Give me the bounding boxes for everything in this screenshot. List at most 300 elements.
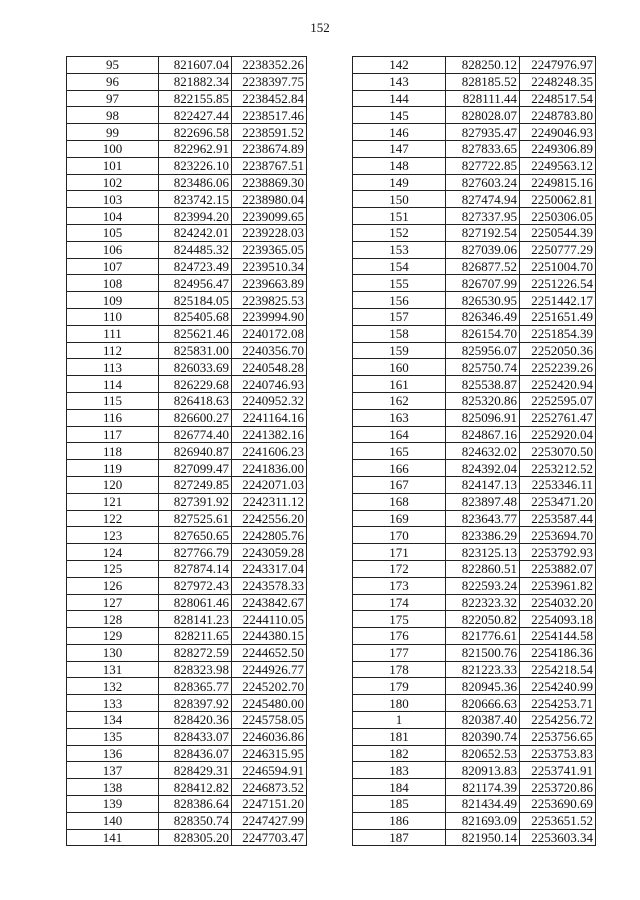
- x-coordinate-cell: 825184.05: [159, 292, 232, 309]
- point-number-cell: 100: [67, 140, 159, 157]
- point-number-cell: 172: [353, 560, 446, 577]
- point-number-cell: 108: [67, 275, 159, 292]
- x-coordinate-cell: 828397.92: [159, 695, 232, 712]
- y-coordinate-cell: 2252761.47: [520, 409, 596, 426]
- table-row: [67, 678, 307, 695]
- table-row: [353, 107, 596, 124]
- x-coordinate-cell: 827391.92: [159, 493, 232, 510]
- y-coordinate-cell: 2253741.91: [520, 762, 596, 779]
- point-number-cell: 104: [67, 208, 159, 225]
- x-coordinate-cell: 828436.07: [159, 745, 232, 762]
- x-coordinate-cell: 827650.65: [159, 527, 232, 544]
- y-coordinate-cell: 2241606.23: [232, 443, 307, 460]
- point-number-cell: 175: [353, 611, 446, 628]
- point-number-cell: 117: [67, 426, 159, 443]
- table-row: [67, 208, 307, 225]
- x-coordinate-cell: 827972.43: [159, 577, 232, 594]
- point-number-cell: 112: [67, 342, 159, 359]
- point-number-cell: 153: [353, 241, 446, 258]
- x-coordinate-cell: 828365.77: [159, 678, 232, 695]
- y-coordinate-cell: 2243317.04: [232, 560, 307, 577]
- x-coordinate-cell: 824392.04: [446, 460, 520, 477]
- y-coordinate-cell: 2254032.20: [520, 594, 596, 611]
- x-coordinate-cell: 828141.23: [159, 611, 232, 628]
- table-row: [353, 728, 596, 745]
- point-number-cell: 144: [353, 90, 446, 107]
- x-coordinate-cell: 822860.51: [446, 560, 520, 577]
- table-row: [67, 745, 307, 762]
- y-coordinate-cell: 2253651.52: [520, 812, 596, 829]
- table-row: [353, 208, 596, 225]
- point-number-cell: 173: [353, 577, 446, 594]
- point-number-cell: 155: [353, 275, 446, 292]
- point-number-cell: 115: [67, 392, 159, 409]
- point-number-cell: 121: [67, 493, 159, 510]
- table-row: [67, 124, 307, 141]
- y-coordinate-cell: 2238767.51: [232, 157, 307, 174]
- y-coordinate-cell: 2240952.32: [232, 392, 307, 409]
- x-coordinate-cell: 822050.82: [446, 611, 520, 628]
- table-row: [353, 510, 596, 527]
- point-number-cell: 126: [67, 577, 159, 594]
- y-coordinate-cell: 2249306.89: [520, 140, 596, 157]
- x-coordinate-cell: 820390.74: [446, 728, 520, 745]
- x-coordinate-cell: 828250.12: [446, 57, 520, 74]
- y-coordinate-cell: 2238591.52: [232, 124, 307, 141]
- point-number-cell: 165: [353, 443, 446, 460]
- table-row: [67, 594, 307, 611]
- x-coordinate-cell: 824632.02: [446, 443, 520, 460]
- y-coordinate-cell: 2253070.50: [520, 443, 596, 460]
- point-number-cell: 174: [353, 594, 446, 611]
- table-row: [67, 275, 307, 292]
- y-coordinate-cell: 2247976.97: [520, 57, 596, 74]
- table-row: [353, 544, 596, 561]
- point-number-cell: 168: [353, 493, 446, 510]
- point-number-cell: 95: [67, 57, 159, 74]
- table-row: [353, 376, 596, 393]
- y-coordinate-cell: 2253792.93: [520, 544, 596, 561]
- table-row: [353, 762, 596, 779]
- point-number-cell: 131: [67, 661, 159, 678]
- x-coordinate-cell: 827192.54: [446, 224, 520, 241]
- table-row: [67, 560, 307, 577]
- point-number-cell: 152: [353, 224, 446, 241]
- point-number-cell: 130: [67, 644, 159, 661]
- point-number-cell: 116: [67, 409, 159, 426]
- point-number-cell: 102: [67, 174, 159, 191]
- y-coordinate-cell: 2239365.05: [232, 241, 307, 258]
- y-coordinate-cell: 2242805.76: [232, 527, 307, 544]
- table-row: [67, 359, 307, 376]
- x-coordinate-cell: 820913.83: [446, 762, 520, 779]
- table-row: [353, 628, 596, 645]
- y-coordinate-cell: 2254253.71: [520, 695, 596, 712]
- point-number-cell: 135: [67, 728, 159, 745]
- x-coordinate-cell: 822427.44: [159, 107, 232, 124]
- y-coordinate-cell: 2246315.95: [232, 745, 307, 762]
- x-coordinate-cell: 826774.40: [159, 426, 232, 443]
- table-row: [67, 140, 307, 157]
- x-coordinate-cell: 825096.91: [446, 409, 520, 426]
- point-number-cell: 169: [353, 510, 446, 527]
- y-coordinate-cell: 2238452.84: [232, 90, 307, 107]
- x-coordinate-cell: 827337.95: [446, 208, 520, 225]
- y-coordinate-cell: 2251226.54: [520, 275, 596, 292]
- x-coordinate-cell: 826940.87: [159, 443, 232, 460]
- x-coordinate-cell: 824723.49: [159, 258, 232, 275]
- table-row: [67, 426, 307, 443]
- x-coordinate-cell: 822323.32: [446, 594, 520, 611]
- y-coordinate-cell: 2252420.94: [520, 376, 596, 393]
- y-coordinate-cell: 2253882.07: [520, 560, 596, 577]
- x-coordinate-cell: 821607.04: [159, 57, 232, 74]
- y-coordinate-cell: 2252920.04: [520, 426, 596, 443]
- y-coordinate-cell: 2240172.08: [232, 325, 307, 342]
- x-coordinate-cell: 826346.49: [446, 308, 520, 325]
- point-number-cell: 119: [67, 460, 159, 477]
- point-number-cell: 176: [353, 628, 446, 645]
- point-number-cell: 141: [67, 829, 159, 846]
- x-coordinate-cell: 825956.07: [446, 342, 520, 359]
- x-coordinate-cell: 828211.65: [159, 628, 232, 645]
- table-row: [353, 191, 596, 208]
- table-row: [353, 426, 596, 443]
- x-coordinate-cell: 826418.63: [159, 392, 232, 409]
- table-row: [67, 443, 307, 460]
- x-coordinate-cell: 827935.47: [446, 124, 520, 141]
- x-coordinate-cell: 828350.74: [159, 812, 232, 829]
- point-number-cell: 137: [67, 762, 159, 779]
- y-coordinate-cell: 2253471.20: [520, 493, 596, 510]
- table-row: [67, 157, 307, 174]
- y-coordinate-cell: 2250544.39: [520, 224, 596, 241]
- point-number-cell: 186: [353, 812, 446, 829]
- y-coordinate-cell: 2238517.46: [232, 107, 307, 124]
- table-row: [67, 628, 307, 645]
- table-row: [353, 796, 596, 813]
- y-coordinate-cell: 2252595.07: [520, 392, 596, 409]
- table-row: [353, 392, 596, 409]
- y-coordinate-cell: 2253690.69: [520, 796, 596, 813]
- y-coordinate-cell: 2238397.75: [232, 73, 307, 90]
- y-coordinate-cell: 2253587.44: [520, 510, 596, 527]
- point-number-cell: 109: [67, 292, 159, 309]
- x-coordinate-cell: 824147.13: [446, 476, 520, 493]
- point-number-cell: 181: [353, 728, 446, 745]
- point-number-cell: 157: [353, 308, 446, 325]
- table-row: [353, 241, 596, 258]
- x-coordinate-cell: 820652.53: [446, 745, 520, 762]
- x-coordinate-cell: 825831.00: [159, 342, 232, 359]
- y-coordinate-cell: 2253212.52: [520, 460, 596, 477]
- table-row: [67, 409, 307, 426]
- x-coordinate-cell: 822962.91: [159, 140, 232, 157]
- table-row: [353, 57, 596, 74]
- x-coordinate-cell: 823994.20: [159, 208, 232, 225]
- table-row: [353, 812, 596, 829]
- point-number-cell: 170: [353, 527, 446, 544]
- point-number-cell: 187: [353, 829, 446, 846]
- point-number-cell: 161: [353, 376, 446, 393]
- y-coordinate-cell: 2253753.83: [520, 745, 596, 762]
- table-row: [353, 443, 596, 460]
- point-number-cell: 111: [67, 325, 159, 342]
- table-row: [353, 560, 596, 577]
- table-row: [67, 476, 307, 493]
- x-coordinate-cell: 825538.87: [446, 376, 520, 393]
- y-coordinate-cell: 2252239.26: [520, 359, 596, 376]
- y-coordinate-cell: 2245202.70: [232, 678, 307, 695]
- table-row: [353, 292, 596, 309]
- x-coordinate-cell: 821174.39: [446, 779, 520, 796]
- point-number-cell: 163: [353, 409, 446, 426]
- table-row: [353, 745, 596, 762]
- x-coordinate-cell: 821500.76: [446, 644, 520, 661]
- table-row: [353, 90, 596, 107]
- point-number-cell: 105: [67, 224, 159, 241]
- x-coordinate-cell: 826600.27: [159, 409, 232, 426]
- y-coordinate-cell: 2244110.05: [232, 611, 307, 628]
- x-coordinate-cell: 825405.68: [159, 308, 232, 325]
- table-row: [67, 292, 307, 309]
- y-coordinate-cell: 2242071.03: [232, 476, 307, 493]
- table-row: [67, 762, 307, 779]
- y-coordinate-cell: 2238980.04: [232, 191, 307, 208]
- y-coordinate-cell: 2239663.89: [232, 275, 307, 292]
- point-number-cell: 113: [67, 359, 159, 376]
- y-coordinate-cell: 2252050.36: [520, 342, 596, 359]
- x-coordinate-cell: 827525.61: [159, 510, 232, 527]
- point-number-cell: 114: [67, 376, 159, 393]
- x-coordinate-cell: 825621.46: [159, 325, 232, 342]
- y-coordinate-cell: 2251442.17: [520, 292, 596, 309]
- point-number-cell: 166: [353, 460, 446, 477]
- y-coordinate-cell: 2254256.72: [520, 712, 596, 729]
- x-coordinate-cell: 821223.33: [446, 661, 520, 678]
- table-row: [67, 308, 307, 325]
- page-number: 152: [310, 20, 330, 35]
- y-coordinate-cell: 2242556.20: [232, 510, 307, 527]
- point-number-cell: 164: [353, 426, 446, 443]
- point-number-cell: 97: [67, 90, 159, 107]
- y-coordinate-cell: 2242311.12: [232, 493, 307, 510]
- table-row: [67, 695, 307, 712]
- table-row: [67, 644, 307, 661]
- x-coordinate-cell: 828433.07: [159, 728, 232, 745]
- x-coordinate-cell: 821693.09: [446, 812, 520, 829]
- table-row: [353, 695, 596, 712]
- x-coordinate-cell: 828272.59: [159, 644, 232, 661]
- point-number-cell: 125: [67, 560, 159, 577]
- point-number-cell: 107: [67, 258, 159, 275]
- x-coordinate-cell: 820945.36: [446, 678, 520, 695]
- table-row: [67, 107, 307, 124]
- point-number-cell: 151: [353, 208, 446, 225]
- table-row: [353, 527, 596, 544]
- y-coordinate-cell: 2244926.77: [232, 661, 307, 678]
- table-row: [67, 241, 307, 258]
- x-coordinate-cell: 826229.68: [159, 376, 232, 393]
- point-number-cell: 133: [67, 695, 159, 712]
- x-coordinate-cell: 821776.61: [446, 628, 520, 645]
- table-row: [353, 712, 596, 729]
- table-row: [67, 510, 307, 527]
- table-row: [67, 493, 307, 510]
- point-number-cell: 110: [67, 308, 159, 325]
- table-row: [67, 728, 307, 745]
- y-coordinate-cell: 2247151.20: [232, 796, 307, 813]
- table-row: [353, 594, 596, 611]
- y-coordinate-cell: 2247427.99: [232, 812, 307, 829]
- x-coordinate-cell: 828323.98: [159, 661, 232, 678]
- x-coordinate-cell: 822696.58: [159, 124, 232, 141]
- point-number-cell: 99: [67, 124, 159, 141]
- point-number-cell: 147: [353, 140, 446, 157]
- table-row: [353, 325, 596, 342]
- table-row: [353, 829, 596, 846]
- point-number-cell: 150: [353, 191, 446, 208]
- table-row: [67, 712, 307, 729]
- table-row: [67, 392, 307, 409]
- table-row: [67, 661, 307, 678]
- table-row: [67, 73, 307, 90]
- y-coordinate-cell: 2249815.16: [520, 174, 596, 191]
- point-number-cell: 178: [353, 661, 446, 678]
- y-coordinate-cell: 2243059.28: [232, 544, 307, 561]
- y-coordinate-cell: 2239510.34: [232, 258, 307, 275]
- point-number-cell: 136: [67, 745, 159, 762]
- point-number-cell: 149: [353, 174, 446, 191]
- x-coordinate-cell: 822155.85: [159, 90, 232, 107]
- coordinates-table-left: [66, 56, 307, 846]
- y-coordinate-cell: 2245758.05: [232, 712, 307, 729]
- point-number-cell: 106: [67, 241, 159, 258]
- point-number-cell: 160: [353, 359, 446, 376]
- table-row: [353, 275, 596, 292]
- y-coordinate-cell: 2248783.80: [520, 107, 596, 124]
- y-coordinate-cell: 2253603.34: [520, 829, 596, 846]
- x-coordinate-cell: 826154.70: [446, 325, 520, 342]
- y-coordinate-cell: 2240548.28: [232, 359, 307, 376]
- x-coordinate-cell: 826877.52: [446, 258, 520, 275]
- x-coordinate-cell: 824867.16: [446, 426, 520, 443]
- x-coordinate-cell: 823386.29: [446, 527, 520, 544]
- x-coordinate-cell: 821434.49: [446, 796, 520, 813]
- y-coordinate-cell: 2241382.16: [232, 426, 307, 443]
- point-number-cell: 145: [353, 107, 446, 124]
- x-coordinate-cell: 823226.10: [159, 157, 232, 174]
- table-row: [353, 476, 596, 493]
- y-coordinate-cell: 2253720.86: [520, 779, 596, 796]
- table-row: [353, 174, 596, 191]
- x-coordinate-cell: 827874.14: [159, 560, 232, 577]
- y-coordinate-cell: 2240746.93: [232, 376, 307, 393]
- table-row: [353, 409, 596, 426]
- x-coordinate-cell: 827099.47: [159, 460, 232, 477]
- x-coordinate-cell: 826530.95: [446, 292, 520, 309]
- table-row: [353, 157, 596, 174]
- y-coordinate-cell: 2249046.93: [520, 124, 596, 141]
- y-coordinate-cell: 2239825.53: [232, 292, 307, 309]
- y-coordinate-cell: 2248248.35: [520, 73, 596, 90]
- y-coordinate-cell: 2239994.90: [232, 308, 307, 325]
- point-number-cell: 183: [353, 762, 446, 779]
- y-coordinate-cell: 2251004.70: [520, 258, 596, 275]
- table-row: [353, 493, 596, 510]
- y-coordinate-cell: 2238869.30: [232, 174, 307, 191]
- point-number-cell: 118: [67, 443, 159, 460]
- point-number-cell: 143: [353, 73, 446, 90]
- point-number-cell: 159: [353, 342, 446, 359]
- y-coordinate-cell: 2246036.86: [232, 728, 307, 745]
- point-number-cell: 177: [353, 644, 446, 661]
- y-coordinate-cell: 2238352.26: [232, 57, 307, 74]
- x-coordinate-cell: 828429.31: [159, 762, 232, 779]
- x-coordinate-cell: 827039.06: [446, 241, 520, 258]
- point-number-cell: 124: [67, 544, 159, 561]
- y-coordinate-cell: 2253961.82: [520, 577, 596, 594]
- point-number-cell: 185: [353, 796, 446, 813]
- point-number-cell: 184: [353, 779, 446, 796]
- x-coordinate-cell: 827766.79: [159, 544, 232, 561]
- x-coordinate-cell: 823486.06: [159, 174, 232, 191]
- x-coordinate-cell: 825750.74: [446, 359, 520, 376]
- point-number-cell: 182: [353, 745, 446, 762]
- point-number-cell: 156: [353, 292, 446, 309]
- y-coordinate-cell: 2241164.16: [232, 409, 307, 426]
- x-coordinate-cell: 821950.14: [446, 829, 520, 846]
- y-coordinate-cell: 2248517.54: [520, 90, 596, 107]
- x-coordinate-cell: 824956.47: [159, 275, 232, 292]
- table-row: [353, 779, 596, 796]
- table-row: [353, 577, 596, 594]
- table-row: [353, 661, 596, 678]
- table-row: [67, 325, 307, 342]
- y-coordinate-cell: 2254218.54: [520, 661, 596, 678]
- point-number-cell: 1: [353, 712, 446, 729]
- y-coordinate-cell: 2251854.39: [520, 325, 596, 342]
- x-coordinate-cell: 827474.94: [446, 191, 520, 208]
- y-coordinate-cell: 2243578.33: [232, 577, 307, 594]
- point-number-cell: 127: [67, 594, 159, 611]
- y-coordinate-cell: 2251651.49: [520, 308, 596, 325]
- y-coordinate-cell: 2250777.29: [520, 241, 596, 258]
- y-coordinate-cell: 2246873.52: [232, 779, 307, 796]
- x-coordinate-cell: 828412.82: [159, 779, 232, 796]
- y-coordinate-cell: 2253756.65: [520, 728, 596, 745]
- table-body: [67, 57, 307, 846]
- x-coordinate-cell: 828305.20: [159, 829, 232, 846]
- point-number-cell: 123: [67, 527, 159, 544]
- point-number-cell: 146: [353, 124, 446, 141]
- x-coordinate-cell: 828028.07: [446, 107, 520, 124]
- table-row: [353, 611, 596, 628]
- point-number-cell: 129: [67, 628, 159, 645]
- x-coordinate-cell: 828061.46: [159, 594, 232, 611]
- point-number-cell: 140: [67, 812, 159, 829]
- x-coordinate-cell: 824485.32: [159, 241, 232, 258]
- x-coordinate-cell: 827249.85: [159, 476, 232, 493]
- x-coordinate-cell: 825320.86: [446, 392, 520, 409]
- table-row: [67, 812, 307, 829]
- point-number-cell: 120: [67, 476, 159, 493]
- point-number-cell: 171: [353, 544, 446, 561]
- x-coordinate-cell: 826033.69: [159, 359, 232, 376]
- y-coordinate-cell: 2241836.00: [232, 460, 307, 477]
- table-row: [67, 577, 307, 594]
- table-row: [67, 258, 307, 275]
